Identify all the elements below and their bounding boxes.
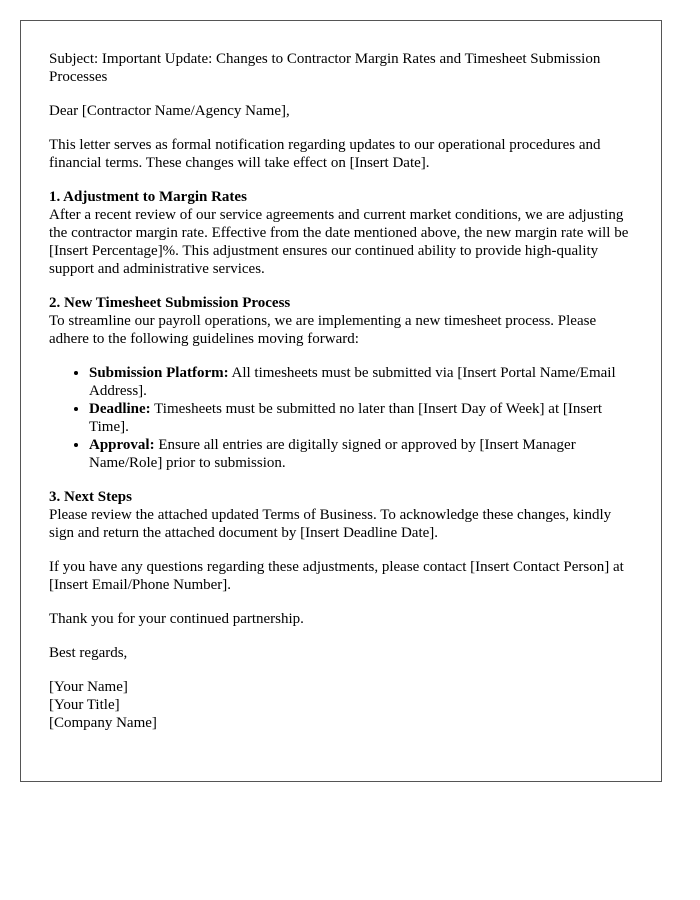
section-heading: 1. Adjustment to Margin Rates <box>49 189 247 205</box>
bullet-text: All timesheets must be submitted via [Insert Portal Name/Email Address]. <box>89 365 616 399</box>
section-heading: 3. Next Steps <box>49 489 132 505</box>
bullet-label: Submission Platform: <box>89 365 229 381</box>
salutation: Dear [Contractor Name/Agency Name], <box>49 103 290 119</box>
guidelines-list <box>49 364 633 472</box>
list-item <box>89 364 633 400</box>
signature-company: [Company Name] <box>49 715 157 731</box>
list-item <box>89 400 633 436</box>
subject-line: Subject: Important Update: Changes to Contractor Margin Rates and Timesheet Submission Processes <box>49 51 601 85</box>
signature-block <box>49 678 633 732</box>
section-heading: 2. New Timesheet Submission Process <box>49 295 291 311</box>
bullet-text: Timesheets must be submitted no later than [Insert Day of Week] at [Insert Time]. <box>89 401 603 435</box>
section-body: Please review the attached updated Terms of Business. To acknowledge these changes, kindly sign and return the attached document by [Insert Deadline Date]. <box>49 507 612 541</box>
bullet-text: Ensure all entries are digitally signed or approved by [Insert Manager Name/Role] prior to submission. <box>89 437 576 471</box>
letter-container <box>20 20 662 782</box>
section-timesheet-process <box>49 294 633 348</box>
bullet-label: Deadline: <box>89 401 151 417</box>
signature-title: [Your Title] <box>49 697 120 713</box>
signature-name: [Your Name] <box>49 679 128 695</box>
section-margin-rates <box>49 188 633 278</box>
closing: Best regards, <box>49 645 128 661</box>
thanks-paragraph: Thank you for your continued partnership. <box>49 611 304 627</box>
section-body: After a recent review of our service agreements and current market conditions, we are adjusting the contractor margin rate. Effective from the date mentioned above, the new margin rate will be [Insert Percentage]%. This adjustment ensures our continued ability to provide high-quality support and administrative services. <box>49 207 629 277</box>
section-next-steps <box>49 488 633 542</box>
bullet-label: Approval: <box>89 437 155 453</box>
section-body: To streamline our payroll operations, we are implementing a new timesheet process. Please adhere to the following guidelines moving forward: <box>49 313 597 347</box>
intro-paragraph: This letter serves as formal notification regarding updates to our operational procedures and financial terms. These changes will take effect on [Insert Date]. <box>49 137 601 171</box>
list-item <box>89 436 633 472</box>
questions-paragraph: If you have any questions regarding these adjustments, please contact [Insert Contact Person] at [Insert Email/Phone Number]. <box>49 559 624 593</box>
